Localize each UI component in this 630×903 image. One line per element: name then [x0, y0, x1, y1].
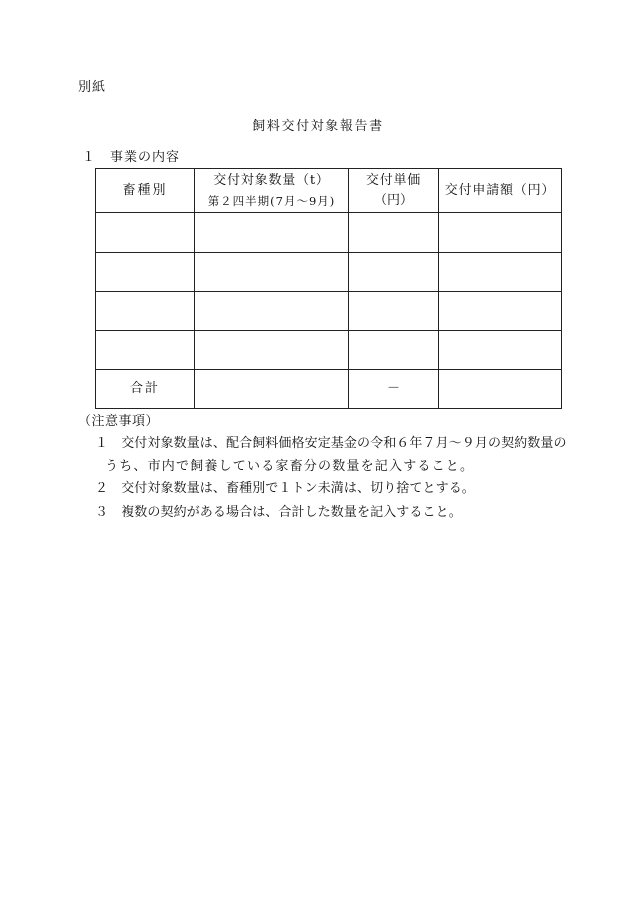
cell-livestock: [96, 292, 195, 331]
total-label: 合計: [129, 381, 160, 396]
header-quantity: [195, 169, 349, 213]
cell-quantity: [195, 331, 349, 370]
cell-unit-price: [349, 213, 439, 253]
section-heading: １ 事業の内容: [82, 150, 181, 165]
total-label-cell: [96, 370, 195, 409]
cell-amount: [439, 331, 562, 370]
header-quantity-label: 交付対象数量（t）: [213, 172, 330, 188]
cell-amount: [439, 253, 562, 292]
cell-livestock: [96, 213, 195, 253]
note-3: ３ 複数の契約がある場合は、合計した数量を記入すること。: [95, 505, 462, 520]
total-unit-price-cell: [349, 370, 439, 409]
cell-amount: [439, 213, 562, 253]
cell-quantity: [195, 292, 349, 331]
header-quantity-period: 第２四半期(7月～9月): [207, 193, 336, 208]
table-row: [96, 331, 562, 370]
total-quantity-cell: [195, 370, 349, 409]
cell-unit-price: [349, 292, 439, 331]
header-livestock-label: 畜種別: [122, 182, 168, 198]
cell-unit-price: [349, 331, 439, 370]
cell-livestock: [96, 253, 195, 292]
document-title: 飼料交付対象報告書: [252, 119, 384, 134]
table-total-row: [96, 370, 562, 409]
table-row: [96, 253, 562, 292]
note-1-line-1: １ 交付対象数量は、配合飼料価格安定基金の令和６年７月～９月の契約数量の: [95, 436, 567, 451]
report-table: [95, 168, 562, 409]
cell-quantity: [195, 253, 349, 292]
header-amount: [439, 169, 562, 213]
header-unit-price-label: 交付単価: [365, 172, 422, 188]
header-amount-label: 交付申請額（円）: [444, 182, 556, 198]
table-row: [96, 292, 562, 331]
cell-livestock: [96, 331, 195, 370]
header-unit-price-unit: （円）: [373, 192, 413, 208]
note-1-line-2: うち、市内で飼養している家畜分の数量を記入すること。: [105, 459, 475, 474]
cell-unit-price: [349, 253, 439, 292]
table-header-row: [96, 169, 562, 213]
header-unit-price: [349, 169, 439, 213]
cell-quantity: [195, 213, 349, 253]
header-livestock: [96, 169, 195, 213]
table-row: [96, 213, 562, 253]
total-unit-price-dash: －: [386, 381, 400, 396]
note-2: ２ 交付対象数量は、畜種別で１トン未満は、切り捨てとする。: [95, 481, 475, 496]
attachment-label: 別紙: [78, 80, 107, 95]
total-amount-cell: [439, 370, 562, 409]
notes-heading: （注意事項）: [78, 414, 160, 429]
cell-amount: [439, 292, 562, 331]
